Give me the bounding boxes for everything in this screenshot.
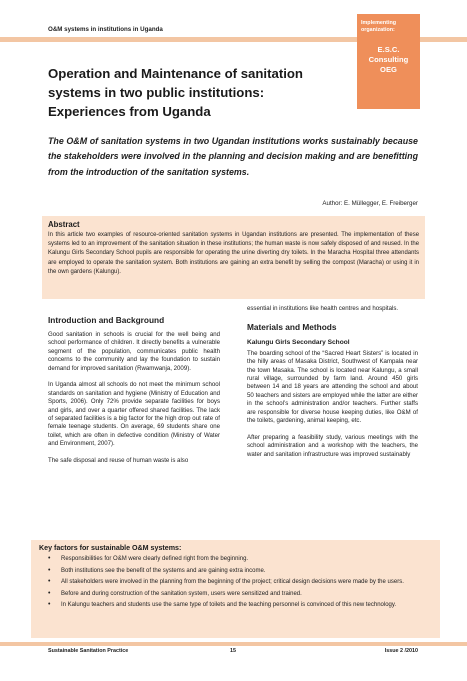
organization-box	[357, 14, 420, 109]
key-factor-item: • Before and during construction of the sanitation system, users were sensitized and trained.	[39, 590, 432, 598]
key-factors-box	[31, 540, 440, 638]
key-factor-item: • All stakeholders were involved in the planning from the beginning of the project; critical design decisions were made by the users.	[39, 578, 432, 586]
abstract-heading: Abstract	[48, 220, 80, 229]
school-subheading: Kalungu Girls Secondary School	[247, 338, 350, 346]
footer-publication: Sustainable Sanitation Practice	[48, 648, 129, 654]
right-column	[247, 305, 418, 467]
intro-paragraph-2: In Uganda almost all schools do not meet the minimum school standards on sanitation and hygiene (Ministry of Education and Sports, 2006). Only 72% provide separate facilities for boys and girls, and over a quarter offered shared facilities. The lack of separated facilities is a big factor for the high drop out rate of female teenage students. On average, 69 students share one toilet, which are often in defective condition (Ministry of Water and Environment, 2007).	[48, 381, 220, 448]
abstract-box	[42, 216, 425, 299]
abstract-text: In this article two examples of resource-oriented sanitation systems in Ugandan institutions are presented. The implementation of these systems led to an improvement of the sanitation situation in these institutions; the human waste is now safely disposed of and reused. In the Kalungu Girls Secondary School pupils are responsible for operating the urine diverting dry toilets. In the Maracha Hospital three attendants are employed to operate the sanitation system. Both institutions are gaining an extra benefit by selling the compost (Maracha) or using it in the own gardens (Kalungu).	[48, 232, 419, 275]
article-author: Author: E. Müllegger, E. Freiberger	[322, 200, 418, 207]
organization-label: Implementing organization:	[361, 20, 397, 33]
key-factor-item: • Responsibilities for O&M were clearly defined right from the beginning.	[39, 555, 432, 563]
key-factor-item: • Both institutions see the benefit of the systems and are gaining extra income.	[39, 567, 432, 575]
running-header: O&M systems in institutions in Uganda	[48, 26, 163, 33]
school-paragraph-2: After preparing a feasibility study, various meetings with the school administration and a workshop with the teachers, the water and sanitation infrastructure was improved sustainably	[247, 433, 418, 458]
footer-page-number: 15	[230, 648, 236, 654]
intro-paragraph-1: Good sanitation in schools is crucial for the well being and school performance of children. It directly benefits a vulnerable segment of the population, communicates public health concerns to the community and lay the foundation to sustain demand for improved sanitation (Rwamwanja, 2009).	[48, 331, 220, 372]
article-lead: The O&M of sanitation systems in two Ugandan institutions works sustainably because the stakeholders were involved in the planning and decision making and are benefitting from the introduction of the sanitation systems.	[48, 136, 418, 177]
intro-heading: Introduction and Background	[48, 315, 165, 325]
school-paragraph-1: The boarding school of the “Sacred Heart Sisters” is located in the hilly areas of Masaka District, Southwest of Kampala near the town Masaka. The school is located near Kalungu, a small rural village, surrounded by farm land. Around 450 girls between 14 and 18 years are attending the school and about 50 teachers and sisters are employed while the latter are either in the school’s administration and/or teachers. Further staffs are responsible for diverse house keeping duties, like O&M of the toilets, gardening, animal keeping, etc.	[247, 349, 418, 425]
article-title: Operation and Maintenance of sanitation systems in two public institutions: Experiences from Uganda	[48, 66, 303, 119]
methods-heading: Materials and Methods	[247, 321, 337, 332]
footer-rule	[0, 642, 467, 646]
key-factors-list	[39, 555, 432, 610]
key-factors-heading: Key factors for sustainable O&M systems:	[39, 544, 182, 552]
left-column	[48, 315, 220, 474]
continuation-paragraph: essential in institutions like health centres and hospitals.	[247, 305, 399, 312]
intro-paragraph-3: The safe disposal and reuse of human waste is also	[48, 457, 189, 465]
organization-name: E.S.C. Consulting OEG	[368, 45, 409, 74]
footer-issue: Issue 2 /2010	[384, 648, 418, 654]
key-factor-item: • In Kalungu teachers and students use the same type of toilets and the teaching personnel is convinced of this new technology.	[39, 601, 432, 609]
